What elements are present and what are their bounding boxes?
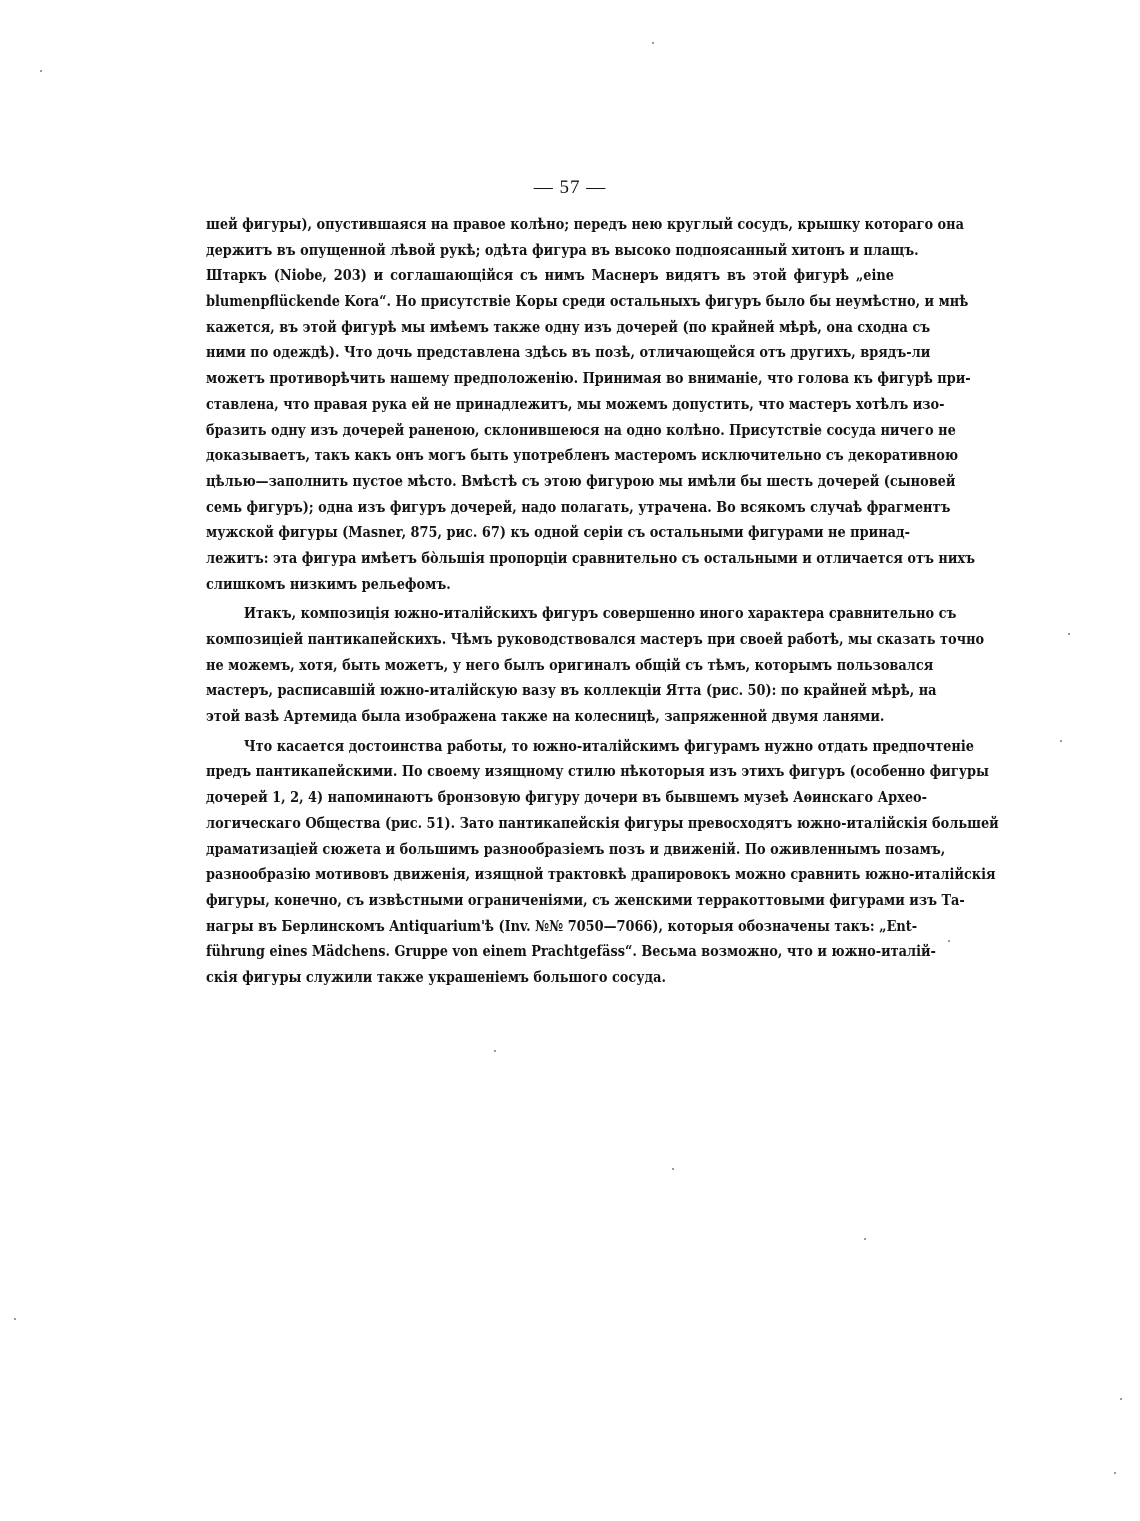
- scan-speck: [948, 940, 950, 942]
- text-line: цѣлью—заполнить пустое мѣсто. Вмѣстѣ съ этою фигурою мы имѣли бы шесть дочерей (сыновей: [206, 471, 956, 490]
- text-line: бразить одну изъ дочерей раненою, склонившеюся на одно колѣно. Присутствіе сосуда ничего не: [206, 420, 956, 439]
- text-line: мужской фигуры (Masner, 875, рис. 67) къ одной серіи съ остальными фигурами не принад-: [206, 523, 910, 542]
- scan-speck: [494, 1050, 496, 1052]
- text-line: композиціей пантикапейскихъ. Чѣмъ руководствовался мастеръ при своей работѣ, мы сказать точно: [206, 630, 985, 648]
- scan-speck: [864, 1238, 866, 1240]
- scan-speck: [1114, 1472, 1116, 1474]
- text-line: шей фигуры), опустившаяся на правое колѣно; передъ нею круглый сосудъ, крышку котораго она: [206, 215, 964, 233]
- text-line: нагры въ Берлинскомъ Antiquarium'ѣ (Inv. №№ 7050—7066), которыя обозначены такъ: „Ent-: [206, 916, 918, 935]
- scan-speck: [652, 42, 654, 44]
- scan-speck: [40, 70, 42, 72]
- paragraph-1: [206, 212, 975, 597]
- paragraph-3: [206, 734, 999, 991]
- body-text: [206, 212, 999, 991]
- text-line: Итакъ, композиція южно-италійскихъ фигуръ совершенно иного характера сравнительно съ: [243, 604, 957, 623]
- text-line: этой вазѣ Артемида была изображена также на колесницѣ, запряженной двумя ланями.: [206, 707, 885, 726]
- text-line: логическаго Общества (рис. 51). Зато пантикапейскія фигуры превосходятъ южно-италійскія большей: [206, 813, 999, 832]
- text-line: Штаркъ (Niobe, 203) и соглашающійся съ нимъ Маснеръ видятъ въ этой фигурѣ „eine: [206, 266, 894, 285]
- text-line: мастеръ, расписавшій южно-италійскую вазу въ коллекціи Ятта (рис. 50): по крайней мѣрѣ, на: [206, 681, 937, 700]
- text-line: фигуры, конечно, съ извѣстными ограниченіями, съ женскими терракоттовыми фигурами изъ Та-: [206, 890, 965, 909]
- page-number: — 57 —: [533, 177, 607, 198]
- text-line: драматизаціей сюжета и большимъ разнообразіемъ позъ и движеній. По оживленнымъ позамъ,: [206, 839, 946, 858]
- text-line: предъ пантикапейскими. По своему изящному стилю нѣкоторыя изъ этихъ фигуръ (особенно фигуры: [206, 762, 989, 781]
- text-line: führung eines Mädchens. Gruppe von einem Prachtgefäss“. Весьма возможно, что и южно-италій-: [206, 942, 936, 961]
- paragraph-2: [206, 601, 985, 729]
- text-line: лежитъ: эта фигура имѣетъ бо̀льшія пропорціи сравнительно съ остальными и отличается отъ нихъ: [206, 548, 975, 567]
- scan-speck: [14, 1318, 16, 1320]
- text-line: Что касается достоинства работы, то южно-италійскимъ фигурамъ нужно отдать предпочтеніе: [243, 736, 974, 755]
- text-line: можетъ противорѣчить нашему предположенію. Принимая во вниманіе, что голова къ фигурѣ при-: [206, 369, 971, 388]
- text-line: доказываетъ, такъ какъ онъ могъ быть употребленъ мастеромъ исключительно съ декоративною: [206, 446, 959, 465]
- text-line: держитъ въ опущенной лѣвой рукѣ; одѣта фигура въ высоко подпоясанный хитонъ и плащъ.: [206, 240, 919, 259]
- text-line: скія фигуры служили также украшеніемъ большого сосуда.: [206, 967, 666, 986]
- scan-speck: [1060, 740, 1062, 742]
- text-line: слишкомъ низкимъ рельефомъ.: [206, 574, 451, 593]
- text-line: семь фигуръ); одна изъ фигуръ дочерей, надо полагать, утрачена. Во всякомъ случаѣ фрагментъ: [206, 497, 951, 516]
- text-line: дочерей 1, 2, 4) напоминаютъ бронзовую фигуру дочери въ бывшемъ музеѣ Аѳинскаго Археo-: [206, 788, 927, 807]
- text-line: blumenpflückende Kora“. Но присутствіе Коры среди остальныхъ фигуръ было бы неумѣстно, и мнѣ: [206, 292, 969, 311]
- scan-speck: [1068, 633, 1070, 635]
- text-line: не можемъ, хотя, быть можетъ, у него былъ оригиналъ общій съ тѣмъ, которымъ пользовался: [206, 655, 934, 674]
- text-line: кажется, въ этой фигурѣ мы имѣемъ также одну изъ дочерей (по крайней мѣрѣ, она сходна съ: [206, 317, 931, 336]
- scan-speck: [1120, 1398, 1122, 1400]
- text-line: ставлена, что правая рука ей не принадлежитъ, мы можемъ допустить, что мастеръ хотѣлъ изо-: [206, 394, 945, 413]
- text-line: разнообразію мотивовъ движенія, изящной трактовкѣ драпировокъ можно сравнить южно-италійскія: [206, 865, 996, 884]
- text-line: ними по одеждѣ). Что дочь представлена здѣсь въ позѣ, отличающейся отъ другихъ, врядъ-ли: [206, 343, 931, 362]
- scan-speck: [672, 1168, 674, 1170]
